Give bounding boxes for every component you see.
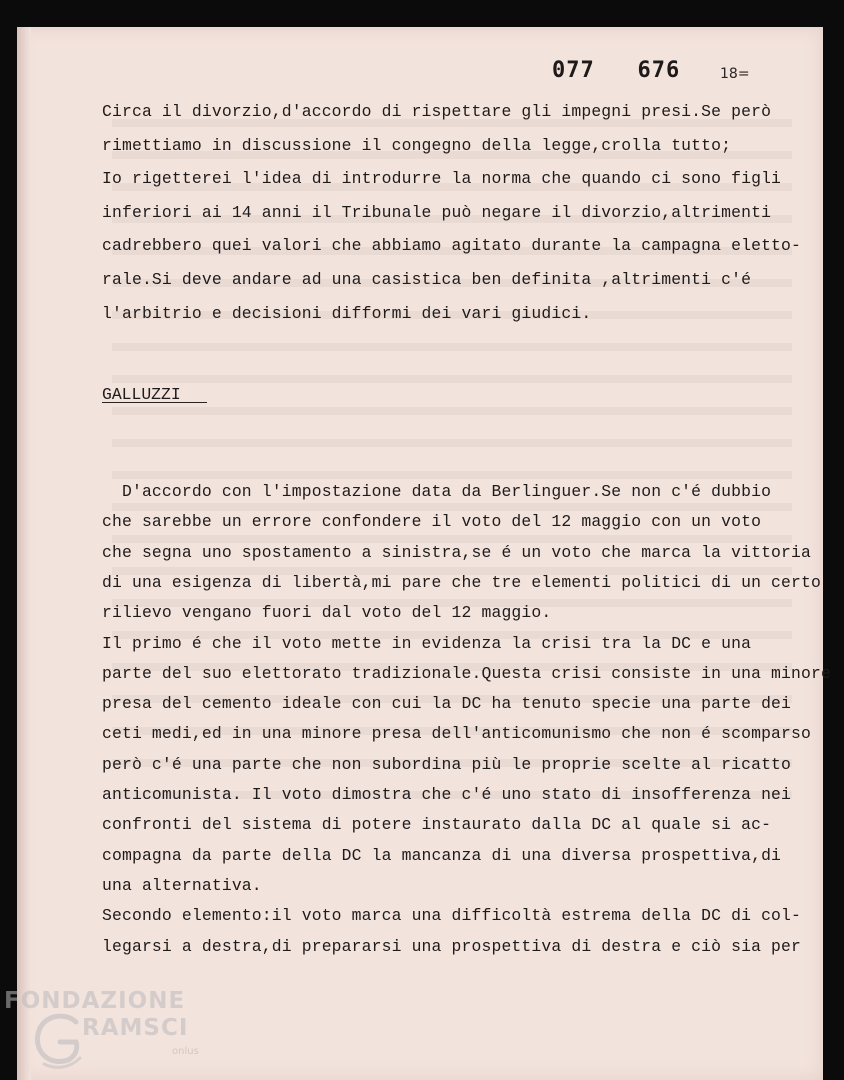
- typed-line: però c'é una parte che non subordina più le proprie scelte al ricatto: [102, 754, 792, 774]
- typed-line: di una esigenza di libertà,mi pare che tre elementi politici di un certo: [102, 572, 821, 592]
- typed-line: cadrebbero quei valori che abbiamo agitato durante la campagna eletto-: [102, 236, 802, 256]
- typed-line: legarsi a destra,di prepararsi una prospettiva di destra e ciò sia per: [102, 936, 802, 956]
- page-number: 18=: [720, 66, 750, 82]
- typed-line: rilievo vengano fuori dal voto del 12 maggio.: [102, 603, 552, 623]
- typed-line: D'accordo con l'impostazione data da Berlinguer.Se non c'é dubbio: [102, 482, 772, 501]
- typed-line: rale.Si deve andare ad una casistica ben definita ,altrimenti c'é: [102, 270, 752, 289]
- typed-line: che sarebbe un errore confondere il voto del 12 maggio con un voto: [102, 512, 762, 532]
- typed-line: Secondo elemento:il voto marca una difficoltà estrema della DC di col-: [102, 906, 802, 926]
- typed-line: l'arbitrio e decisioni difformi dei vari giudici.: [102, 303, 592, 323]
- archive-stamp-number: 077 676: [552, 58, 681, 83]
- typed-line: confronti del sistema di potere instaurato dalla DC al quale si ac-: [102, 815, 772, 835]
- watermark-onlus: onlus: [172, 1046, 199, 1057]
- speaker-heading: GALLUZZI: [102, 385, 181, 404]
- typed-line: una alternativa.: [102, 875, 262, 895]
- typed-line: Circa il divorzio,d'accordo di rispettare gli impegni presi.Se però: [102, 102, 772, 121]
- typed-line: presa del cemento ideale con cui la DC ha tenuto specie una parte dei: [102, 694, 792, 714]
- typed-line: compagna da parte della DC la mancanza di una diversa prospettiva,di: [102, 845, 782, 865]
- typed-line: ceti medi,ed in una minore presa dell'anticomunismo che non é scomparso: [102, 724, 812, 744]
- heading-underline: [102, 402, 207, 403]
- watermark-line1: FONDAZIONE: [4, 988, 186, 1014]
- page-edge-shadow: [17, 27, 31, 1080]
- typed-line: parte del suo elettorato tradizionale.Questa crisi consiste in una minore: [102, 663, 831, 683]
- typed-line: rimettiamo in discussione il congegno della legge,crolla tutto;: [102, 135, 732, 155]
- typed-line: Il primo é che il voto mette in evidenza la crisi tra la DC e una: [102, 633, 752, 653]
- typed-line: Io rigetterei l'idea di introdurre la norma che quando ci sono figli: [102, 169, 782, 189]
- typed-line: inferiori ai 14 anni il Tribunale può negare il divorzio,altrimenti: [102, 202, 772, 222]
- typed-line: che segna uno spostamento a sinistra,se é un voto che marca la vittoria: [102, 542, 812, 562]
- watermark-line2: RAMSCI: [82, 1015, 189, 1041]
- typed-line: anticomunista. Il voto dimostra che c'é uno stato di insofferenza nei: [102, 785, 792, 804]
